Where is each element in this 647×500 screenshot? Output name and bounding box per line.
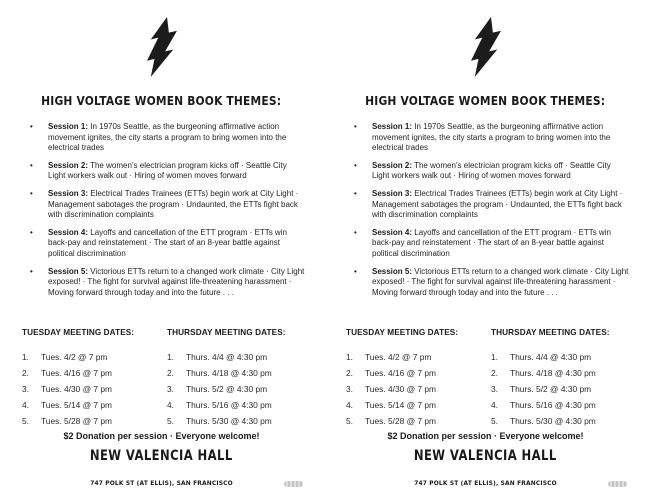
bullet-icon: • (30, 122, 33, 131)
lightning-bolt-icon (0, 17, 323, 82)
session-text: Layoffs and cancellation of the ETT program · ETTs win back-pay and reinstatement · The start of an 8-year battle against political discrimination (372, 227, 611, 258)
flyer-left (0, 0, 323, 500)
tuesday-dates-header: TUESDAY MEETING DATES: (22, 328, 135, 337)
date-item-text: Thurs. 5/2 @ 4:30 pm (510, 384, 592, 394)
session-list-item (28, 122, 306, 154)
meeting-dates-block (22, 328, 312, 429)
venue-address-text: 747 POLK ST (AT ELLIS), SAN FRANCISCO (414, 479, 557, 487)
date-item-number: 5. (346, 416, 353, 426)
session-text: Victorious ETTs return to a changed work climate · City Light exposed! · The fight for survival against life-threatening harassment · Moving forward through today and into the future . . . (48, 266, 305, 297)
session-list-item (352, 122, 630, 154)
date-item-text: Tues. 4/2 @ 7 pm (365, 352, 432, 362)
session-text: In 1970s Seattle, as the burgeoning affirmative action movement ignites, the city starts a program to bring women into the electrical trades (48, 122, 287, 153)
session-label: Session 1: (372, 122, 413, 131)
date-item-number: 4. (22, 400, 29, 410)
date-list-item (491, 381, 636, 397)
date-list-item (167, 413, 312, 429)
session-text: In 1970s Seattle, as the burgeoning affirmative action movement ignites, the city starts a program to bring women into the electrical trades (372, 122, 611, 153)
date-item-number: 5. (167, 416, 174, 426)
session-text: Electrical Trades Trainees (ETTs) begin work at City Light · Management sabotages the program · Undaunted, the ETTs fight back with discrimination complaints (48, 188, 299, 220)
page-title (0, 92, 323, 110)
date-item-number: 3. (22, 384, 29, 394)
date-list-item (22, 397, 167, 413)
session-label: Session 2: (48, 160, 89, 170)
date-list-item (491, 397, 636, 413)
venue-name-text: NEW VALENCIA HALL (414, 448, 557, 464)
tuesday-dates-header: TUESDAY MEETING DATES: (346, 328, 459, 337)
bullet-icon: • (30, 266, 33, 276)
thursday-date-list (491, 349, 636, 429)
date-list-item (346, 381, 491, 397)
date-list-item (491, 365, 636, 381)
date-item-text: Tues. 5/28 @ 7 pm (41, 416, 113, 426)
date-item-number: 3. (167, 384, 174, 394)
donation-note: $2 Donation per session · Everyone welcome! (63, 431, 260, 441)
date-list-item (167, 365, 312, 381)
date-item-text: Thurs. 5/30 @ 4:30 pm (510, 416, 596, 426)
date-item-number: 5. (22, 416, 29, 426)
thursday-dates-column (167, 328, 312, 429)
thursday-dates-header: THURSDAY MEETING DATES: (167, 328, 286, 337)
date-item-number: 2. (491, 368, 498, 378)
session-list (352, 122, 630, 305)
thursday-dates-header: THURSDAY MEETING DATES: (491, 328, 610, 337)
date-list-item (346, 413, 491, 429)
date-item-text: Tues. 4/30 @ 7 pm (41, 384, 113, 394)
meeting-dates-block (346, 328, 636, 429)
date-item-number: 4. (167, 400, 174, 410)
session-list-item (352, 267, 630, 299)
session-label: Session 4: (48, 227, 89, 237)
session-label: Session 3: (372, 188, 413, 198)
date-item-number: 1. (491, 352, 498, 362)
tuesday-date-list (22, 349, 167, 429)
session-label: Session 4: (372, 227, 413, 237)
date-item-number: 4. (491, 400, 498, 410)
donation-note: $2 Donation per session · Everyone welcome! (387, 431, 584, 441)
page-title-text: HIGH VOLTAGE WOMEN BOOK THEMES: (365, 93, 606, 108)
date-list-item (22, 349, 167, 365)
flyer-right (324, 0, 647, 500)
date-item-number: 3. (491, 384, 498, 394)
bullet-icon: • (30, 160, 33, 170)
date-item-text: Thurs. 4/4 @ 4:30 pm (186, 352, 268, 362)
venue-address (0, 472, 323, 490)
date-list-item (22, 381, 167, 397)
page-title (324, 92, 647, 110)
date-list-item (167, 381, 312, 397)
date-item-text: Tues. 5/14 @ 7 pm (41, 400, 113, 410)
session-text: Layoffs and cancellation of the ETT program · ETTs win back-pay and reinstatement · The start of an 8-year battle against political discrimination (48, 227, 287, 258)
session-list-item (28, 228, 306, 260)
bullet-icon: • (354, 160, 357, 170)
date-list-item (346, 349, 491, 365)
tuesday-dates-column (22, 328, 167, 429)
date-item-number: 2. (22, 368, 29, 378)
date-list-item (22, 365, 167, 381)
session-text: Electrical Trades Trainees (ETTs) begin work at City Light · Management sabotages the program · Undaunted, the ETTs fight back with discrimination complaints (372, 188, 623, 220)
date-list-item (22, 413, 167, 429)
bullet-icon: • (354, 227, 357, 237)
date-item-text: Thurs. 5/16 @ 4:30 pm (510, 400, 596, 410)
tuesday-date-list (346, 349, 491, 429)
thursday-dates-column (491, 328, 636, 429)
venue-address (324, 472, 647, 490)
session-list-item (28, 267, 306, 299)
date-item-number: 2. (346, 368, 353, 378)
venue-name-text: NEW VALENCIA HALL (90, 448, 233, 464)
session-list-item (352, 161, 630, 182)
union-printing-label (608, 481, 627, 487)
session-label: Session 5: (48, 266, 89, 276)
venue-address-text: 747 POLK ST (AT ELLIS), SAN FRANCISCO (90, 479, 233, 487)
date-item-text: Thurs. 5/16 @ 4:30 pm (186, 400, 272, 410)
date-item-text: Thurs. 4/18 @ 4:30 pm (510, 368, 596, 378)
thursday-date-list (167, 349, 312, 429)
date-item-text: Tues. 4/30 @ 7 pm (365, 384, 437, 394)
session-list-item (28, 189, 306, 221)
date-item-text: Thurs. 5/30 @ 4:30 pm (186, 416, 272, 426)
session-label: Session 1: (48, 122, 89, 131)
date-item-number: 1. (167, 352, 174, 362)
bullet-icon: • (354, 122, 357, 131)
date-item-number: 1. (22, 352, 29, 362)
session-text: The women’s electrician program kicks off · Seattle City Light workers walk out · Hiring of women moves forward (372, 160, 611, 181)
date-item-text: Tues. 4/2 @ 7 pm (41, 352, 108, 362)
bullet-icon: • (354, 266, 357, 276)
date-item-text: Tues. 5/28 @ 7 pm (365, 416, 437, 426)
date-item-text: Tues. 4/16 @ 7 pm (41, 368, 113, 378)
date-list-item (346, 397, 491, 413)
date-item-number: 1. (346, 352, 353, 362)
lightning-bolt-icon (324, 17, 647, 82)
session-label: Session 3: (48, 188, 89, 198)
date-list-item (167, 397, 312, 413)
date-item-text: Thurs. 4/18 @ 4:30 pm (186, 368, 272, 378)
session-label: Session 2: (372, 160, 413, 170)
date-item-text: Thurs. 4/4 @ 4:30 pm (510, 352, 592, 362)
date-item-number: 5. (491, 416, 498, 426)
bullet-icon: • (30, 227, 33, 237)
date-item-text: Thurs. 5/2 @ 4:30 pm (186, 384, 268, 394)
date-item-text: Tues. 4/16 @ 7 pm (365, 368, 437, 378)
date-list-item (491, 349, 636, 365)
date-list-item (167, 349, 312, 365)
session-list-item (28, 161, 306, 182)
venue-name (0, 447, 323, 465)
session-list-item (352, 228, 630, 260)
date-item-number: 2. (167, 368, 174, 378)
page-title-text: HIGH VOLTAGE WOMEN BOOK THEMES: (41, 93, 282, 108)
date-list-item (491, 413, 636, 429)
union-printing-label (284, 481, 303, 487)
session-text: The women’s electrician program kicks off · Seattle City Light workers walk out · Hiring of women moves forward (48, 160, 287, 181)
session-label: Session 5: (372, 266, 413, 276)
date-item-text: Tues. 5/14 @ 7 pm (365, 400, 437, 410)
tuesday-dates-column (346, 328, 491, 429)
date-item-number: 4. (346, 400, 353, 410)
session-text: Victorious ETTs return to a changed work climate · City Light exposed! · The fight for survival against life-threatening harassment · Moving forward through today and into the future . . . (372, 266, 629, 297)
bullet-icon: • (30, 188, 33, 198)
date-item-number: 3. (346, 384, 353, 394)
session-list-item (352, 189, 630, 221)
bullet-icon: • (354, 188, 357, 198)
session-list (28, 122, 306, 305)
venue-name (324, 447, 647, 465)
date-list-item (346, 365, 491, 381)
